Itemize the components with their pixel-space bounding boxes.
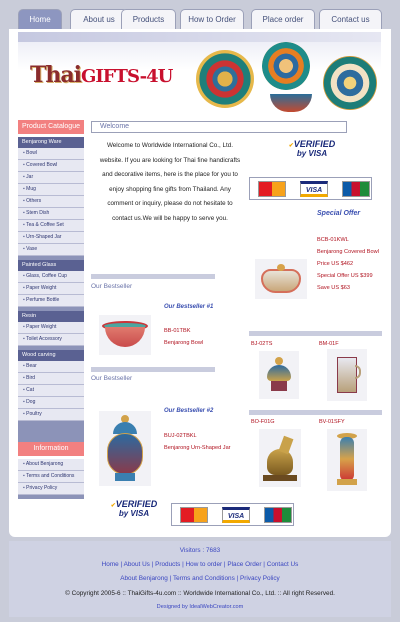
- plate-image: [262, 42, 310, 90]
- divider: [249, 410, 382, 415]
- tab-how-to-order[interactable]: How to Order: [180, 9, 244, 29]
- site-logo[interactable]: [30, 62, 172, 88]
- sidebar-item[interactable]: ▪ Privacy Policy: [18, 483, 84, 495]
- sidebar-item[interactable]: ▪ Toilet Accessory: [18, 334, 84, 346]
- special-name: Benjarong Covered Bowl: [317, 249, 379, 255]
- divider: [91, 367, 215, 372]
- sidebar-item[interactable]: ▪ Tea & Coffee Set: [18, 220, 84, 232]
- by-visa-text: by VISA: [118, 509, 150, 518]
- product-code[interactable]: BO-F01G: [251, 419, 275, 425]
- payment-cards: [249, 177, 372, 200]
- footer-link-about-benjarong[interactable]: About Benjarong: [120, 575, 168, 582]
- footer-link-products[interactable]: Products: [155, 561, 181, 568]
- sidebar-item[interactable]: ▪ Bowl: [18, 148, 84, 160]
- special-offer-details: [317, 234, 387, 294]
- verified-text: VERIFIED: [293, 139, 336, 149]
- information-heading: Information: [18, 442, 84, 456]
- page-container: [9, 29, 391, 537]
- logo-thai: Thai: [30, 62, 81, 88]
- sidebar-item[interactable]: ▪ Perfume Bottle: [18, 295, 84, 307]
- by-visa-text: by VISA: [296, 149, 328, 158]
- tab-contact-us[interactable]: Contact us: [319, 9, 382, 29]
- mastercard-icon: [180, 507, 208, 523]
- category-benjarong-ware[interactable]: Benjarong Ware: [18, 137, 84, 148]
- covered-bowl-image[interactable]: [255, 259, 307, 299]
- visitor-counter: Visitors : 7683: [179, 547, 221, 554]
- jcb-card-icon: [264, 507, 292, 523]
- special-save: Save US $63: [317, 285, 350, 291]
- product-code[interactable]: BJ-02TS: [251, 341, 273, 347]
- bestseller-2-code[interactable]: BUJ-02TBKL: [164, 433, 197, 439]
- welcome-heading: Welcome: [91, 121, 347, 133]
- special-offer-price: Special Offer US $399: [317, 273, 373, 279]
- sidebar-item[interactable]: ▪ Paper Weight: [18, 322, 84, 334]
- bestseller-2-details: [164, 430, 242, 454]
- category-resin[interactable]: Resin: [18, 311, 84, 322]
- footer-link-contact-us[interactable]: Contact Us: [266, 561, 299, 568]
- sidebar-item[interactable]: ▪ Vase: [18, 244, 84, 256]
- footer-link-home[interactable]: Home: [101, 561, 119, 568]
- footer: [9, 541, 391, 617]
- divider: [249, 331, 382, 336]
- category-wood-carving[interactable]: Wood carving: [18, 350, 84, 361]
- footer-link-about-us[interactable]: About Us: [123, 561, 150, 568]
- welcome-text: Welcome to Worldwide International Co., Ltd. website. If you are looking for Thai fine handicrafts and decorative items, here is the place for you to enjoy shopping fine gifts from Thailand. Any comment or inquiry, please do not hesitate to contact us.We will be happy to serve you.: [99, 142, 241, 222]
- bestseller-1-details: [164, 325, 203, 349]
- sidebar-item[interactable]: ▪ Glass, Coffee Cup: [18, 271, 84, 283]
- product-catalogue-heading: Product Catalogue: [18, 120, 84, 134]
- product-image[interactable]: [259, 351, 299, 399]
- footer-links-secondary: About Benjarong | Terms and Conditions | Privacy Policy: [120, 575, 280, 582]
- visa-card-icon: VISA: [222, 507, 250, 523]
- sidebar-item[interactable]: ▪ About Benjarong: [18, 459, 84, 471]
- sidebar-item[interactable]: ▪ Bird: [18, 373, 84, 385]
- footer-link-place-order[interactable]: Place Order: [227, 561, 262, 568]
- sidebar-item[interactable]: ▪ Terms and Conditions: [18, 471, 84, 483]
- logo-gifts: GIFTS-4U: [80, 66, 173, 87]
- footer-links-primary: Home | About Us | Products | How to order | Place Order | Contact Us: [101, 561, 299, 568]
- sidebar-item[interactable]: ▪ Covered Bowl: [18, 160, 84, 172]
- sidebar-item[interactable]: ▪ Others: [18, 196, 84, 208]
- footer-link-how-to-order[interactable]: How to order: [185, 561, 223, 568]
- product-code[interactable]: BV-01SFY: [319, 419, 345, 425]
- bestseller-2-name: Benjarong Urn-Shaped Jar: [164, 445, 231, 451]
- tab-products[interactable]: Products: [121, 9, 176, 29]
- verified-by-visa-logo: ✔VERIFIED by VISA: [99, 499, 169, 518]
- bestseller-1-name: Benjarong Bowl: [164, 340, 204, 346]
- tab-about-us[interactable]: About us: [70, 9, 128, 29]
- designer-credit[interactable]: [9, 604, 391, 610]
- bestseller-1-code[interactable]: BB-01TBK: [164, 328, 191, 334]
- sidebar-item[interactable]: ▪ Stem Dish: [18, 208, 84, 220]
- special-price: Price US $462: [317, 261, 354, 267]
- bestseller-2-title: Our Bestseller #2: [164, 408, 214, 414]
- verified-text: VERIFIED: [115, 499, 158, 509]
- special-code[interactable]: BCB-01KWL: [317, 237, 349, 243]
- sidebar-item[interactable]: ▪ Jar: [18, 172, 84, 184]
- product-image[interactable]: [259, 429, 301, 487]
- footer-link-privacy[interactable]: Privacy Policy: [239, 575, 280, 582]
- product-image[interactable]: [327, 349, 367, 401]
- plate-image: [196, 50, 254, 108]
- plate-image: [323, 56, 377, 110]
- tab-home[interactable]: Home: [18, 9, 62, 29]
- footer-link-terms[interactable]: Terms and Conditions: [172, 575, 235, 582]
- sidebar-item[interactable]: ▪ Paper Weight: [18, 283, 84, 295]
- sidebar-item[interactable]: ▪ Bear: [18, 361, 84, 373]
- mastercard-icon: [258, 181, 286, 197]
- category-painted-glass[interactable]: Painted Glass: [18, 260, 84, 271]
- special-offer-title: Special Offer: [317, 210, 361, 217]
- payment-cards: [171, 503, 294, 526]
- bestseller-section-label: Our Bestseller: [91, 375, 133, 382]
- benjarong-bowl-image[interactable]: [99, 315, 151, 355]
- verified-by-visa-logo: ✔VERIFIED by VISA: [277, 139, 347, 158]
- banner-stripe: [18, 32, 381, 42]
- tab-place-order[interactable]: Place order: [251, 9, 315, 29]
- product-image[interactable]: [327, 429, 367, 491]
- sidebar-item[interactable]: ▪ Mug: [18, 184, 84, 196]
- sidebar-item[interactable]: ▪ Dog: [18, 397, 84, 409]
- main-nav: [18, 9, 382, 29]
- jcb-card-icon: [342, 181, 370, 197]
- copyright-text: © Copyright 2005-6 :: ThaiGifts-4u.com :: Worldwide International Co., Ltd. :: All right Reserved.: [65, 590, 335, 597]
- product-code[interactable]: BM-01F: [319, 341, 339, 347]
- sidebar-item[interactable]: ▪ Cat: [18, 385, 84, 397]
- designer-link[interactable]: Designed by IdealWebCreator.com: [156, 604, 244, 610]
- sidebar-item[interactable]: ▪ Poultry: [18, 409, 84, 421]
- urn-shaped-jar-image[interactable]: [99, 411, 151, 486]
- product-catalogue: [18, 137, 84, 456]
- sidebar-item[interactable]: ▪ Urn-Shaped Jar: [18, 232, 84, 244]
- information-menu: [18, 459, 84, 499]
- visa-card-icon: VISA: [300, 181, 328, 197]
- bestseller-1-title: Our Bestseller #1: [164, 304, 214, 310]
- bestseller-section-label: Our Bestseller: [91, 283, 133, 290]
- bowl-image: [270, 94, 312, 112]
- divider: [91, 274, 215, 279]
- header-banner: [18, 32, 381, 116]
